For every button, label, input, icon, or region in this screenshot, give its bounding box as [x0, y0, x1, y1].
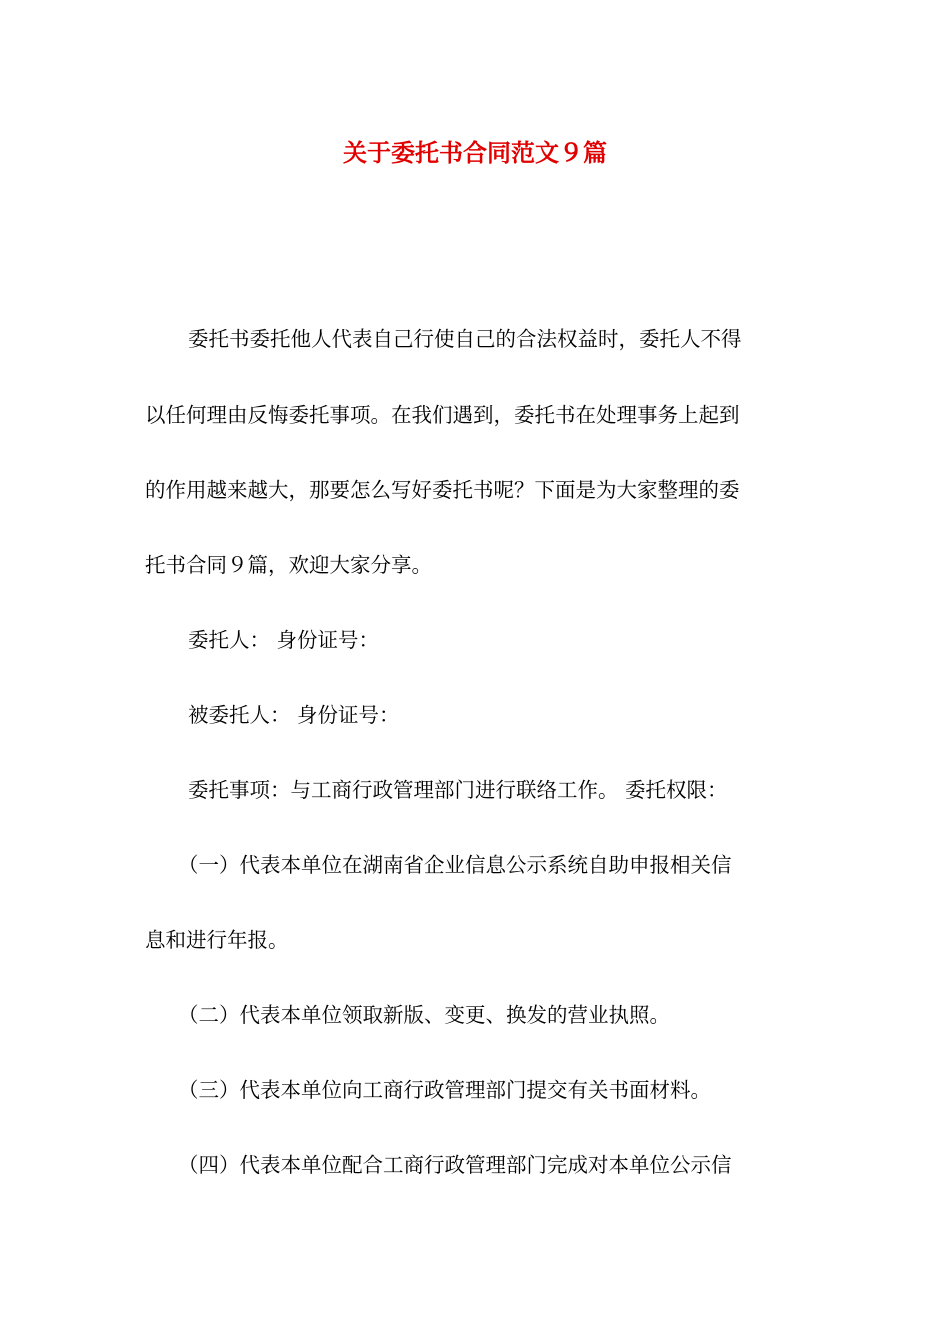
intro-line-1: 委托书委托他人代表自己行使自己的合法权益时，委托人不得	[188, 327, 742, 351]
item-3: （三）代表本单位向工商行政管理部门提交有关书面材料。	[178, 1078, 711, 1102]
agent-line: 被委托人： 身份证号：	[188, 703, 400, 727]
intro-line-2: 以任何理由反悔委托事项。在我们遇到，委托书在处理事务上起到	[145, 403, 740, 427]
item-1-line-1: （一）代表本单位在湖南省企业信息公示系统自助申报相关信	[178, 853, 732, 877]
item-4-line-1: （四）代表本单位配合工商行政管理部门完成对本单位公示信	[178, 1153, 732, 1177]
item-1-line-2: 息和进行年报。	[145, 928, 289, 952]
matters-line: 委托事项：与工商行政管理部门进行联络工作。 委托权限：	[188, 778, 728, 802]
client-line: 委托人： 身份证号：	[188, 628, 380, 652]
intro-line-4: 托书合同９篇，欢迎大家分享。	[145, 553, 432, 577]
intro-line-3: 的作用越来越大，那要怎么写好委托书呢？下面是为大家整理的委	[145, 478, 740, 502]
document-title: 关于委托书合同范文９篇	[343, 138, 607, 167]
item-2: （二）代表本单位领取新版、变更、换发的营业执照。	[178, 1003, 670, 1027]
